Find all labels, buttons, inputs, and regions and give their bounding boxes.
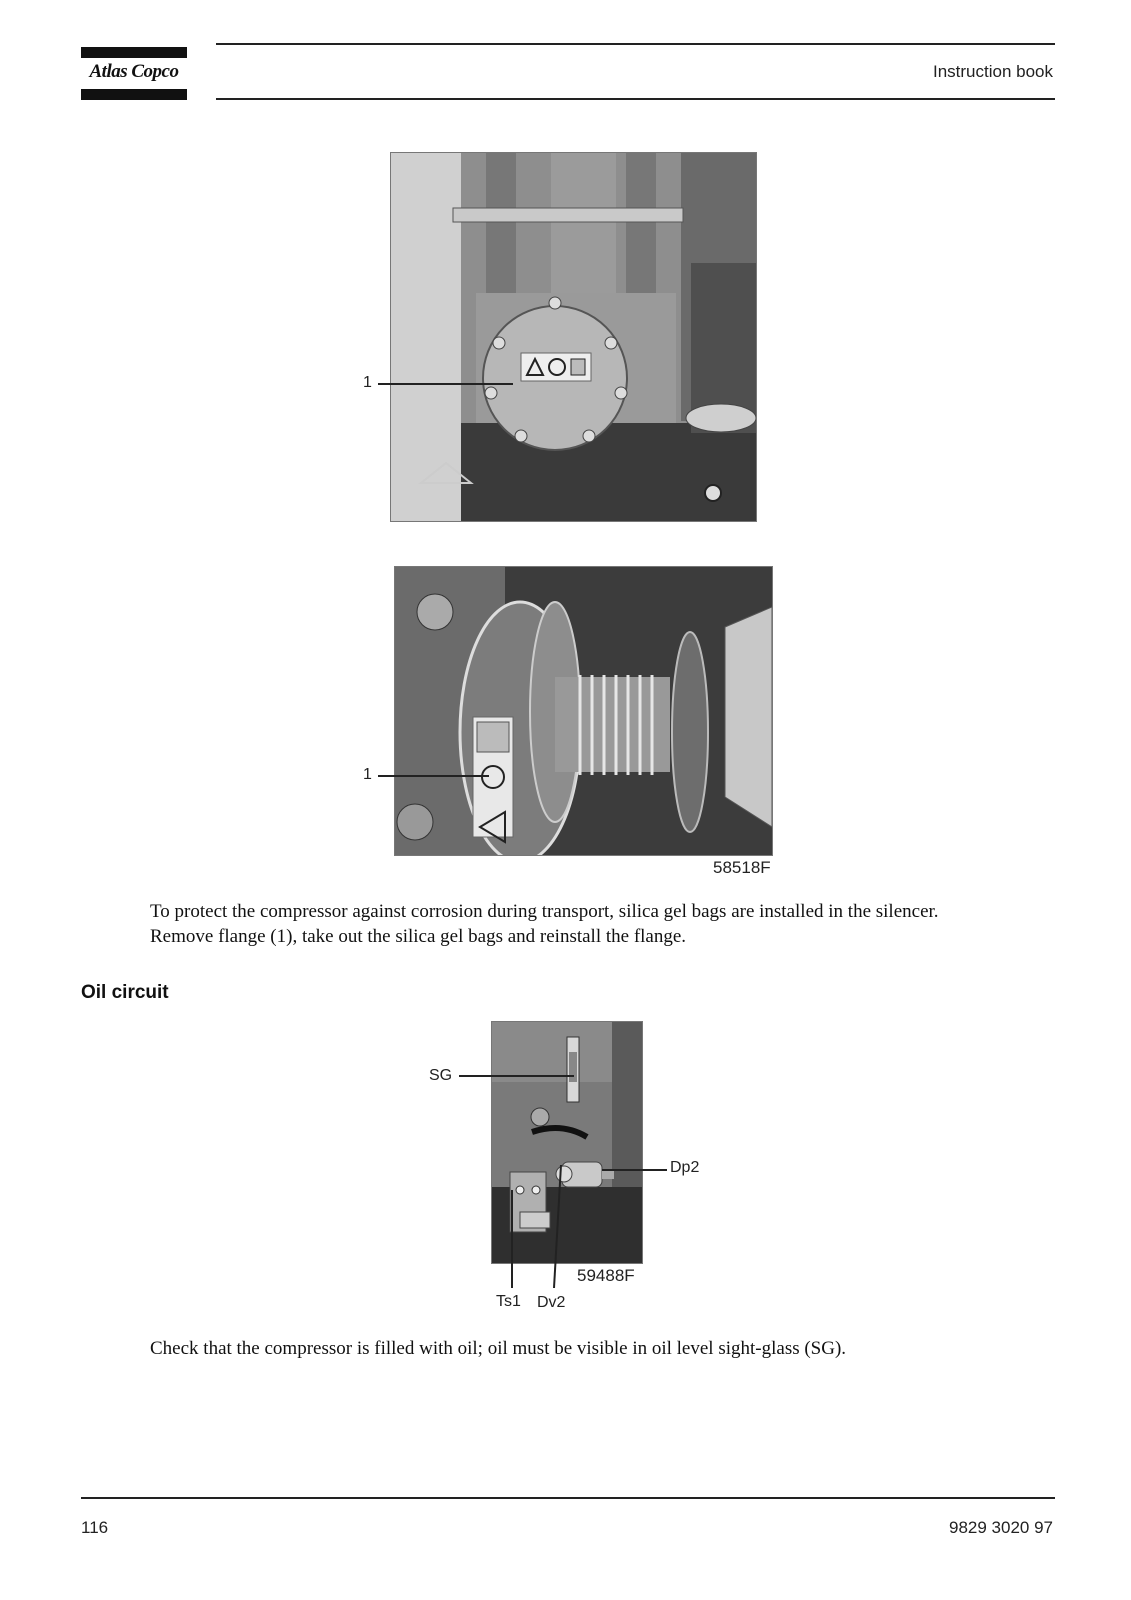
silencer-flange-photo	[390, 152, 757, 522]
document-number: 9829 3020 97	[949, 1518, 1053, 1537]
label-sg: SG	[429, 1067, 453, 1084]
logo-bar-top	[81, 47, 187, 58]
paragraph-silica-gel-line2: Remove flange (1), take out the silica gel bags and reinstall the flange.	[150, 926, 687, 947]
section-title-oil-circuit: Oil circuit	[81, 982, 169, 1003]
paragraph-silica-gel	[150, 899, 1050, 949]
label-ts1: Ts1	[496, 1293, 521, 1310]
bellows-flange-illustration	[395, 567, 772, 855]
footer-rule	[81, 1497, 1055, 1499]
page-number: 116	[81, 1518, 109, 1537]
silencer-flange-illustration	[391, 153, 756, 521]
callout-number-flange-top: 1	[363, 374, 372, 391]
logo-bar-bottom	[81, 89, 187, 100]
logo-text: Atlas Copco	[89, 61, 179, 82]
paragraph-silica-gel-line1: To protect the compressor against corrosion during transport, silica gel bags are installed in the silencer.	[150, 901, 939, 922]
callout-line-sg	[459, 1075, 574, 1077]
label-dp2: Dp2	[670, 1159, 700, 1176]
callout-line-dp2	[602, 1169, 667, 1171]
label-dv2: Dv2	[537, 1294, 566, 1311]
callout-line-flange-bottom	[378, 775, 489, 777]
header-rule-bottom	[216, 98, 1055, 100]
page-header-title: Instruction book	[932, 62, 1053, 81]
header-rule-top	[216, 43, 1055, 45]
figure-code-59488f: 59488F	[577, 1266, 635, 1285]
callout-number-flange-bottom: 1	[363, 766, 372, 783]
callout-lines-ts1-dv2	[500, 1160, 580, 1295]
paragraph-oil-check: Check that the compressor is filled with oil; oil must be visible in oil level sight-glass (SG).	[150, 1338, 847, 1359]
bellows-flange-photo	[394, 566, 773, 856]
figure-code-58518f: 58518F	[713, 858, 771, 877]
callout-line-flange-top	[378, 383, 513, 385]
